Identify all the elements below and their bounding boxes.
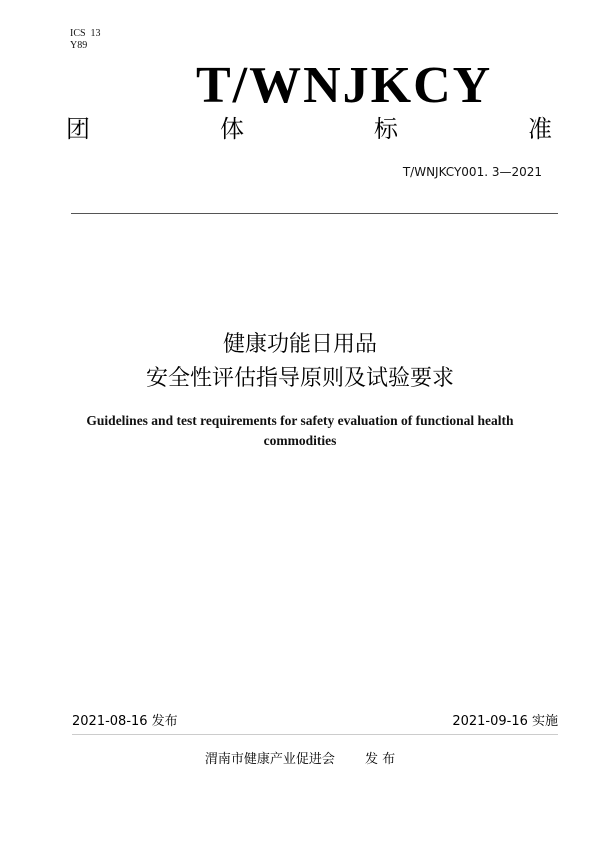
english-title [0, 411, 600, 451]
standard-type-heading [66, 112, 552, 146]
issue-date: 2021-08-16 发布 [72, 714, 178, 729]
publish-label: 发 布 [364, 752, 396, 767]
english-title-line1: Guidelines and test requirements for safety evaluation of functional health [86, 413, 514, 428]
ics-code: ICS 13 [70, 28, 101, 39]
standard-type-char: 准 [528, 115, 552, 143]
publisher-name: 渭南市健康产业促进会 [204, 752, 335, 767]
publisher-line [0, 752, 600, 768]
classification-codes [70, 28, 101, 52]
chinese-title-line2: 安全性评估指导原则及试验要求 [145, 366, 454, 391]
english-title-line2: commodities [263, 433, 337, 448]
chinese-title-line1: 健康功能日用品 [222, 332, 377, 357]
standard-type-char: 团 [66, 115, 90, 143]
standard-type-char: 体 [220, 115, 244, 143]
chinese-title [0, 328, 600, 396]
standard-type-char: 标 [374, 115, 398, 143]
header-divider [71, 213, 558, 214]
standard-code: T/WNJKCY001. 3—2021 [402, 165, 542, 179]
effective-date: 2021-09-16 实施 [452, 714, 558, 729]
ccs-code: Y89 [70, 40, 88, 51]
footer-divider [72, 734, 558, 735]
organization-logo: T/WNJKCY [196, 57, 493, 114]
